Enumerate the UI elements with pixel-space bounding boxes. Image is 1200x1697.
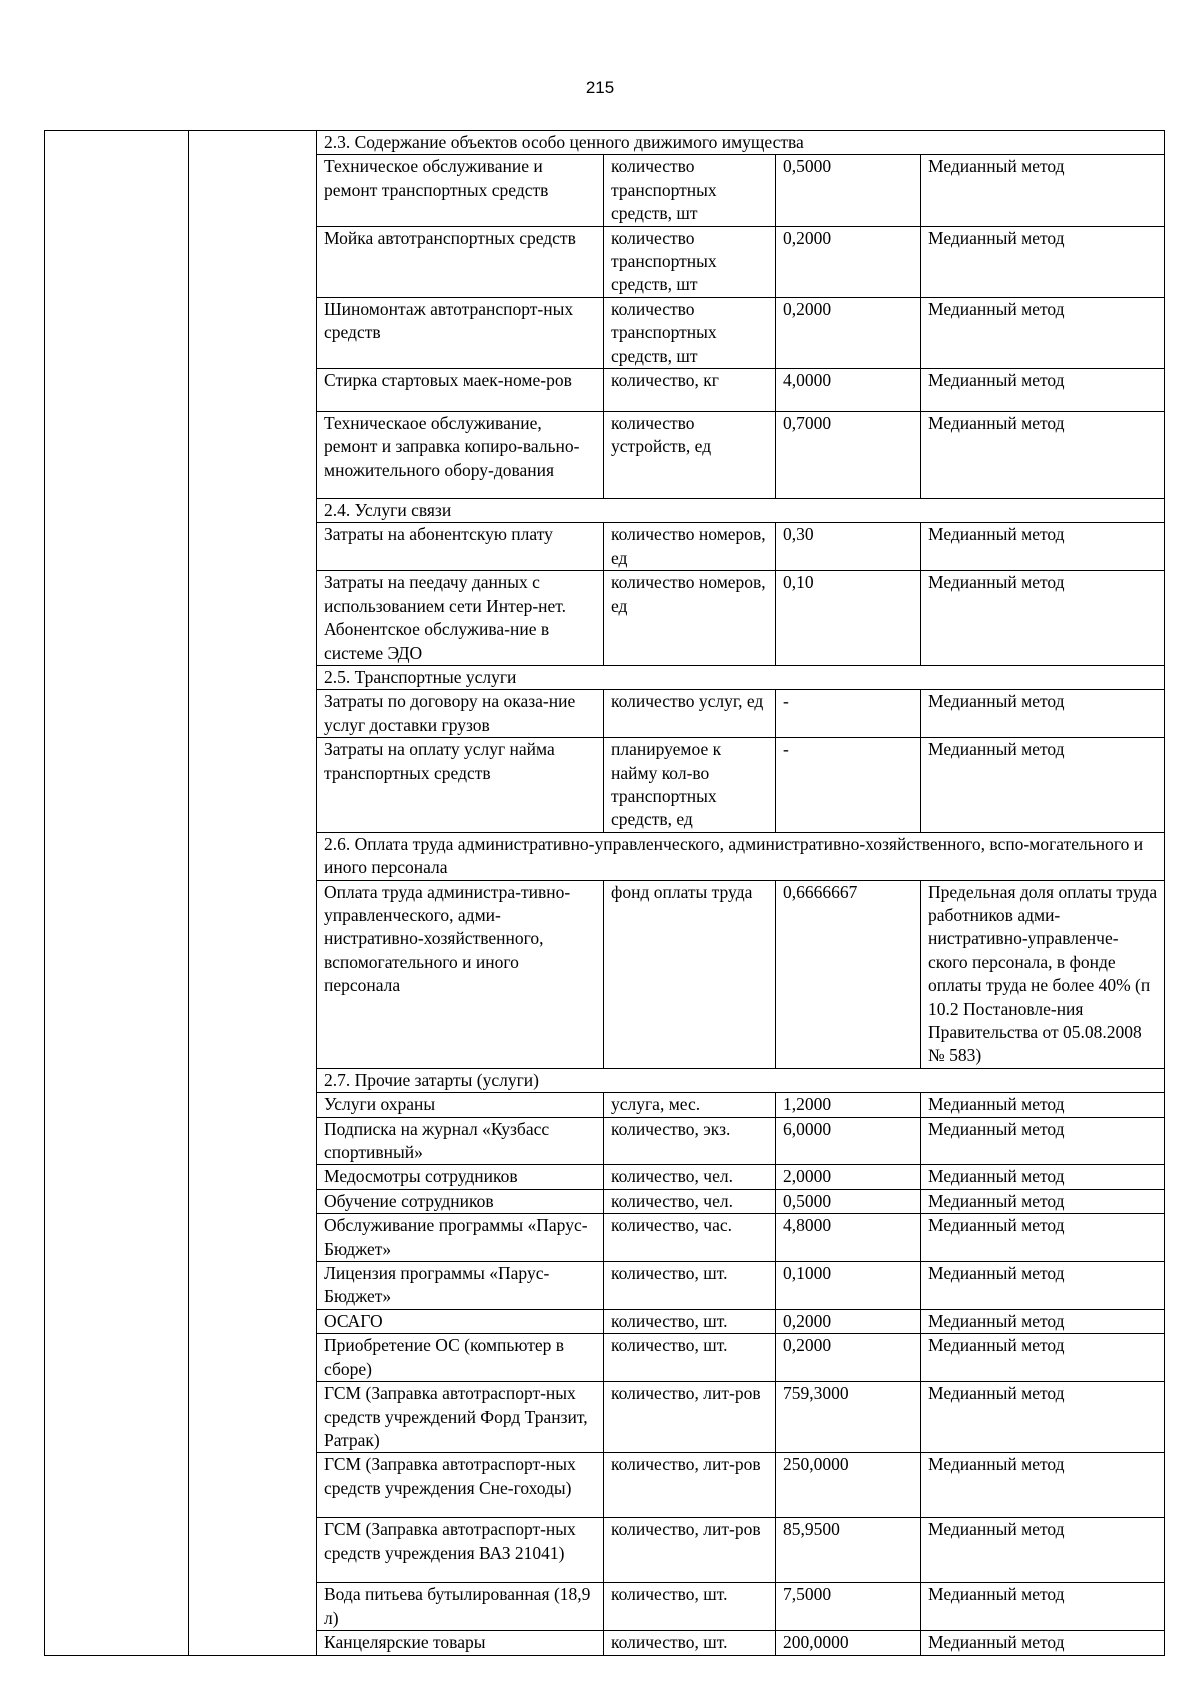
- norm-value: 0,2000: [776, 1334, 921, 1382]
- unit-of-measure: количество, шт.: [604, 1583, 776, 1631]
- norm-value: 759,3000: [776, 1382, 921, 1453]
- blank-column-2: [189, 131, 317, 1656]
- calculation-method: Медианный метод: [921, 1583, 1165, 1631]
- unit-of-measure: количество, кг: [604, 369, 776, 412]
- page-number: 215: [585, 78, 615, 97]
- norm-value: -: [776, 690, 921, 738]
- cost-item-name: ГСМ (Заправка автотраспорт-ных средств учреждений Форд Транзит, Ратрак): [317, 1382, 604, 1453]
- norm-value: 0,2000: [776, 1309, 921, 1333]
- calculation-method: Медианный метод: [921, 1518, 1165, 1583]
- unit-of-measure: услуга, мес.: [604, 1093, 776, 1117]
- section-title: 2.5. Транспортные услуги: [317, 665, 1165, 689]
- norm-value: 85,9500: [776, 1518, 921, 1583]
- norm-value: 4,0000: [776, 369, 921, 412]
- unit-of-measure: количество, шт.: [604, 1309, 776, 1333]
- norm-value: 4,8000: [776, 1214, 921, 1262]
- unit-of-measure: количество, шт.: [604, 1334, 776, 1382]
- unit-of-measure: количество услуг, ед: [604, 690, 776, 738]
- unit-of-measure: количество, экз.: [604, 1117, 776, 1165]
- cost-item-name: Канцелярские товары: [317, 1631, 604, 1655]
- calculation-method: Медианный метод: [921, 523, 1165, 571]
- calculation-method: Медианный метод: [921, 1382, 1165, 1453]
- unit-of-measure: количество номеров, ед: [604, 523, 776, 571]
- norm-value: 0,5000: [776, 1189, 921, 1213]
- calculation-method: Медианный метод: [921, 571, 1165, 666]
- cost-item-name: Лицензия программы «Парус-Бюджет»: [317, 1262, 604, 1310]
- unit-of-measure: количество, чел.: [604, 1165, 776, 1189]
- cost-item-name: Затраты на абонентскую плату: [317, 523, 604, 571]
- calculation-method: Медианный метод: [921, 226, 1165, 297]
- unit-of-measure: количество, шт.: [604, 1631, 776, 1655]
- norm-value: 200,0000: [776, 1631, 921, 1655]
- cost-item-name: Приобретение ОС (компьютер в сборе): [317, 1334, 604, 1382]
- cost-item-name: Затраты на пеедачу данных с использованием сети Интер-нет. Абонентское обслужива-ние в системе ЭДО: [317, 571, 604, 666]
- unit-of-measure: количество, лит-ров: [604, 1453, 776, 1518]
- unit-of-measure: фонд оплаты труда: [604, 880, 776, 1068]
- calculation-method: Медианный метод: [921, 1189, 1165, 1213]
- cost-item-name: ОСАГО: [317, 1309, 604, 1333]
- blank-column-1: [45, 131, 189, 1656]
- norm-value: 7,5000: [776, 1583, 921, 1631]
- unit-of-measure: планируемое к найму кол-во транспортных средств, ед: [604, 738, 776, 833]
- calculation-method: Медианный метод: [921, 690, 1165, 738]
- norm-value: 0,2000: [776, 226, 921, 297]
- calculation-method: Медианный метод: [921, 297, 1165, 368]
- norm-value: 6,0000: [776, 1117, 921, 1165]
- unit-of-measure: количество, час.: [604, 1214, 776, 1262]
- calculation-method: Медианный метод: [921, 412, 1165, 499]
- norm-value: 1,2000: [776, 1093, 921, 1117]
- unit-of-measure: количество, шт.: [604, 1262, 776, 1310]
- calculation-method: Медианный метод: [921, 1165, 1165, 1189]
- unit-of-measure: количество, чел.: [604, 1189, 776, 1213]
- cost-item-name: Техническаое обслуживание, ремонт и заправка копиро-вально-множительного обору-дования: [317, 412, 604, 499]
- unit-of-measure: количество устройств, ед: [604, 412, 776, 499]
- norm-value: 2,0000: [776, 1165, 921, 1189]
- cost-item-name: Шиномонтаж автотранспорт-ных средств: [317, 297, 604, 368]
- cost-item-name: Подписка на журнал «Кузбасс спортивный»: [317, 1117, 604, 1165]
- cost-item-name: Обучение сотрудников: [317, 1189, 604, 1213]
- cost-item-name: Медосмотры сотрудников: [317, 1165, 604, 1189]
- calculation-method: Медианный метод: [921, 1214, 1165, 1262]
- cost-item-name: Техническое обслуживание и ремонт транспортных средств: [317, 155, 604, 226]
- norm-value: 0,5000: [776, 155, 921, 226]
- cost-item-name: Мойка автотранспортных средств: [317, 226, 604, 297]
- calculation-method: Медианный метод: [921, 1117, 1165, 1165]
- norm-value: 250,0000: [776, 1453, 921, 1518]
- unit-of-measure: количество транспортных средств, шт: [604, 155, 776, 226]
- norm-value: 0,30: [776, 523, 921, 571]
- cost-item-name: ГСМ (Заправка автотраспорт-ных средств учреждения ВАЗ 21041): [317, 1518, 604, 1583]
- norm-value: 0,1000: [776, 1262, 921, 1310]
- unit-of-measure: количество транспортных средств, шт: [604, 297, 776, 368]
- cost-item-name: Обслуживание программы «Парус-Бюджет»: [317, 1214, 604, 1262]
- calculation-method: Медианный метод: [921, 738, 1165, 833]
- cost-item-name: Стирка стартовых маек-номе-ров: [317, 369, 604, 412]
- cost-item-name: Оплата труда администра-тивно-управленческого, адми-нистративно-хозяйственного, вспомогательного и иного персонала: [317, 880, 604, 1068]
- calculation-method: Медианный метод: [921, 155, 1165, 226]
- section-title: 2.4. Услуги связи: [317, 499, 1165, 523]
- cost-item-name: Затраты по договору на оказа-ние услуг доставки грузов: [317, 690, 604, 738]
- cost-item-name: Услуги охраны: [317, 1093, 604, 1117]
- unit-of-measure: количество номеров, ед: [604, 571, 776, 666]
- calculation-method: Медианный метод: [921, 1262, 1165, 1310]
- section-header-row: [45, 131, 1165, 155]
- calculation-method: Медианный метод: [921, 1334, 1165, 1382]
- section-title: 2.7. Прочие затарты (услуги): [317, 1068, 1165, 1092]
- calculation-method: Медианный метод: [921, 1309, 1165, 1333]
- calculation-method: Медианный метод: [921, 1093, 1165, 1117]
- unit-of-measure: количество, лит-ров: [604, 1382, 776, 1453]
- norm-value: 0,7000: [776, 412, 921, 499]
- calculation-method: Медианный метод: [921, 369, 1165, 412]
- cost-item-name: ГСМ (Заправка автотраспорт-ных средств учреждения Сне-гоходы): [317, 1453, 604, 1518]
- section-title: 2.3. Содержание объектов особо ценного движимого имущества: [317, 131, 1165, 155]
- unit-of-measure: количество транспортных средств, шт: [604, 226, 776, 297]
- cost-item-name: Вода питьева бутылированная (18,9 л): [317, 1583, 604, 1631]
- norm-value: 0,10: [776, 571, 921, 666]
- norm-value: 0,2000: [776, 297, 921, 368]
- norm-value: -: [776, 738, 921, 833]
- calculation-method: Медианный метод: [921, 1453, 1165, 1518]
- calculation-method: Медианный метод: [921, 1631, 1165, 1655]
- cost-norms-table: [44, 130, 1165, 1656]
- cost-item-name: Затраты на оплату услуг найма транспортных средств: [317, 738, 604, 833]
- norm-value: 0,6666667: [776, 880, 921, 1068]
- calculation-method: Предельная доля оплаты труда работников адми-нистративно-управленче-ского персонала, в фонде оплаты труда не более 40% (п 10.2 Постановле-ния Правительства от 05.08.2008 № 583): [921, 880, 1165, 1068]
- unit-of-measure: количество, лит-ров: [604, 1518, 776, 1583]
- table-body: [45, 131, 1165, 1656]
- section-title: 2.6. Оплата труда административно-управленческого, административно-хозяйственного, вспо-могательного и иного персонала: [317, 832, 1165, 880]
